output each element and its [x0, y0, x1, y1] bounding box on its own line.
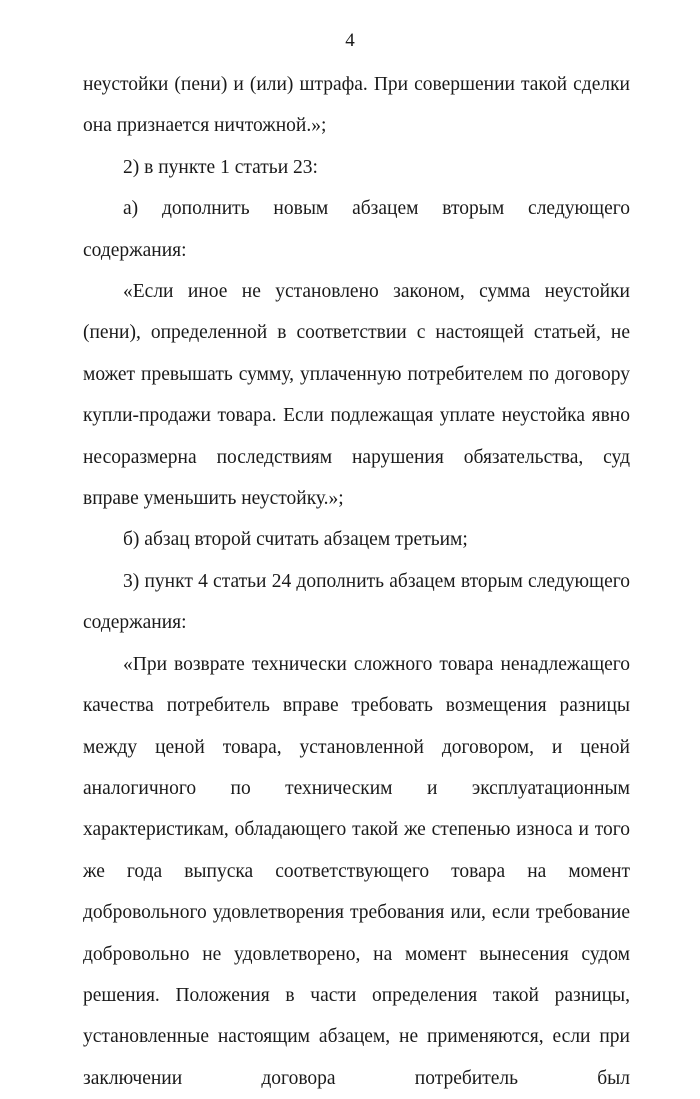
paragraph-item-3: 3) пункт 4 статьи 24 дополнить абзацем вторым следующего содержания: [83, 570, 630, 634]
paragraph-quote-return: «При возврате технически сложного товара ненадлежащего качества потребитель вправе требовать возмещения разницы между ценой товара, установленной договором, и ценой аналогичного по техническим и эксплуатационным характеристикам, обладающего такой же степенью износа и того же года выпуска соответствующего товара на момент добровольного удовлетворения требования или, если требование добровольно не удовлетворено, на момент вынесения судом решения. Положения в части определения такой разницы, установленные настоящим абзацем, не применяются, если при заключении договора потребитель был [83, 653, 630, 1089]
paragraph-subitem-b: б) абзац второй считать абзацем третьим; [123, 529, 468, 551]
document-body [83, 64, 630, 1099]
paragraph-quote-penalty: «Если иное не установлено законом, сумма неустойки (пени), определенной в соответствии с настоящей статьей, не может превышать сумму, уплаченную потребителем по договору купли-продажи товара. Если подлежащая уплате неустойка явно несоразмерна последствиям нарушения обязательства, суд вправе уменьшить неустойку.»; [83, 281, 630, 510]
paragraph-item-2: 2) в пункте 1 статьи 23: [123, 156, 318, 178]
paragraph-continuation: неустойки (пени) и (или) штрафа. При совершении такой сделки она признается ничтожной.»; [83, 74, 630, 137]
paragraph-subitem-a: а) дополнить новым абзацем вторым следующего содержания: [83, 198, 630, 261]
page-number: 4 [345, 30, 355, 51]
